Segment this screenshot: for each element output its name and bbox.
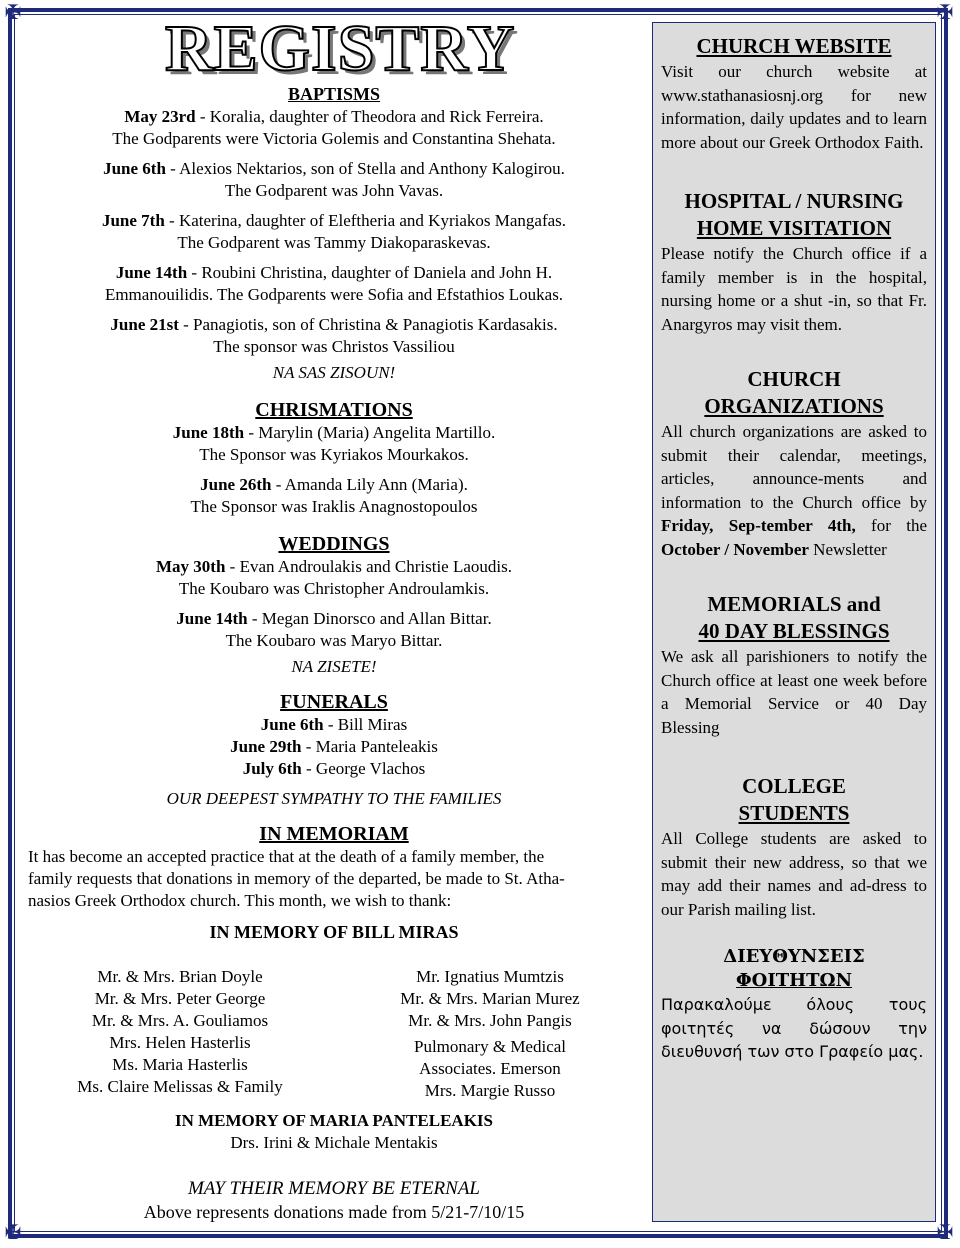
hospital-text: Please notify the Church office if a family member is in the hospital, nursing home or a shut -in, so that Fr. Anargyros may visit them.: [661, 244, 927, 334]
memoriam-intro: family requests that donations in memory of the departed, be made to St. Atha-: [28, 869, 565, 888]
donor-list-left: [40, 966, 320, 1098]
wedding-entry: June 14th - Megan Dinorsco and Allan Bittar.: [176, 609, 492, 628]
memorials-heading-2: 40 DAY BLESSINGS: [698, 619, 890, 643]
funerals-closing: OUR DEEPEST SYMPATHY TO THE FAMILIES: [166, 789, 502, 808]
chrismation-entry-detail: The Sponsor was Kyriakos Mourkakos.: [199, 445, 469, 464]
corner-ornament-icon: ✠: [4, 1222, 22, 1244]
baptism-entry-detail: Emmanouilidis. The Godparents were Sofia and Efstathios Loukas.: [104, 285, 564, 304]
baptism-entry: June 6th - Alexios Nektarios, son of Stella and Anthony Kalogirou.: [103, 159, 565, 178]
page-title: REGISTRY: [165, 12, 516, 85]
orgs-text: All church organizations are asked to submit their calendar, meetings, articles, announce-ments and information to the Church office by Friday, Sep-tember 4th, for the October / November Newsletter: [661, 422, 927, 559]
memoriam-footnote: Above represents donations made from 5/21-7/10/15: [143, 1202, 525, 1222]
wedding-entry-detail: The Koubaro was Christopher Androulamkis.: [178, 579, 490, 598]
greek-heading-2: ΦΟΙΤΗΤΩΝ: [735, 970, 853, 991]
memoriam-intro: nasios Greek Orthodox church. This month, we wish to thank:: [28, 891, 452, 910]
baptism-entry: June 7th - Katerina, daughter of Eleftheria and Kyriakos Mangafas.: [101, 211, 567, 230]
corner-ornament-icon: ✠: [936, 1222, 954, 1244]
college-heading-2: STUDENTS: [738, 801, 850, 825]
registry-column: [28, 20, 640, 944]
chrismation-entry: June 26th - Amanda Lily Ann (Maria).: [200, 475, 468, 494]
donor-name: Mrs. Margie Russo: [424, 1081, 556, 1100]
donor-name: Mr. & Mrs. Brian Doyle: [97, 967, 263, 986]
funeral-entry: June 6th - Bill Miras: [260, 715, 408, 734]
baptisms-heading: BAPTISMS: [287, 84, 381, 104]
donor-name: Mr. & Mrs. A. Gouliamos: [91, 1011, 269, 1030]
baptism-entry-detail: The Godparents were Victoria Golemis and Constantina Shehata.: [112, 129, 556, 148]
donor-name: Ms. Claire Melissas & Family: [77, 1077, 283, 1096]
baptism-entry-detail: The Godparent was Tammy Diakoparaskevas.: [177, 233, 491, 252]
bill-miras-heading: IN MEMORY OF BILL MIRAS: [209, 922, 459, 942]
funeral-entry: June 29th - Maria Panteleakis: [230, 737, 438, 756]
donor-name: Mrs. Helen Hasterlis: [109, 1033, 251, 1052]
donor-list-right: [370, 966, 610, 1102]
chrismation-entry: June 18th - Marylin (Maria) Angelita Martillo.: [172, 423, 496, 442]
weddings-closing: NA ZISETE!: [291, 657, 377, 676]
baptism-entry-detail: The sponsor was Christos Vassiliou: [213, 337, 455, 356]
corner-ornament-icon: ✠: [4, 2, 22, 24]
donor-name: Mr. & Mrs. Peter George: [94, 989, 266, 1008]
wedding-entry-detail: The Koubaro was Maryo Bittar.: [225, 631, 443, 650]
sidebar: [652, 22, 936, 1222]
baptism-entry: May 23rd - Koralia, daughter of Theodora and Rick Ferreira.: [124, 107, 544, 126]
maria-donor: Drs. Irini & Michale Mentakis: [230, 1133, 438, 1152]
wedding-entry: May 30th - Evan Androulakis and Christie Laoudis.: [155, 557, 512, 576]
memoriam-intro: It has become an accepted practice that at the death of a family member, the: [28, 847, 545, 866]
donor-name: Associates. Emerson: [419, 1059, 561, 1078]
funeral-entry: July 6th - George Vlachos: [242, 759, 426, 778]
orgs-heading-2: ORGANIZATIONS: [704, 394, 884, 418]
greek-heading: ΔΙΕΥΘΥΝΣΕΙΣ: [723, 946, 865, 967]
orgs-heading: CHURCH: [747, 367, 841, 391]
memoriam-closing: MAY THEIR MEMORY BE ETERNAL: [187, 1178, 481, 1199]
donor-name: Ms. Maria Hasterlis: [112, 1055, 248, 1074]
greek-text: Παρακαλούμε όλους τους φοιτητές να δώσουν την διευθυνσή των στο Γραφείο μας.: [661, 995, 927, 1061]
memorials-text: We ask all parishioners to notify the Church office at least one week before a Memorial Service or 40 Day Blessing: [661, 647, 927, 737]
baptism-entry-detail: The Godparent was John Vavas.: [224, 181, 444, 200]
website-text: Visit our church website at www.stathanasiosnj.org for new information, daily updates and to learn more about our Greek Orthodox Faith.: [661, 62, 927, 152]
funerals-heading: FUNERALS: [280, 691, 388, 713]
chrismations-heading: CHRISMATIONS: [255, 399, 413, 421]
donor-name: Mr. & Mrs. John Pangis: [408, 1011, 572, 1030]
baptism-entry: June 14th - Roubini Christina, daughter of Daniela and John H.: [115, 263, 553, 282]
maria-panteleakis-heading: IN MEMORY OF MARIA PANTELEAKIS: [174, 1111, 493, 1130]
donor-name: Pulmonary & Medical: [413, 1037, 567, 1056]
college-heading: COLLEGE: [742, 774, 846, 798]
donor-name: Mr. Ignatius Mumtzis: [416, 967, 564, 986]
memorials-heading: MEMORIALS and: [707, 592, 881, 616]
hospital-heading-2: HOME VISITATION: [696, 216, 892, 240]
donor-name: Mr. & Mrs. Marian Murez: [400, 989, 580, 1008]
baptism-entry: June 21st - Panagiotis, son of Christina & Panagiotis Kardasakis.: [110, 315, 558, 334]
college-text: All College students are asked to submit their new address, so that we may add their names and ad-dress to our Parish mailing list.: [661, 829, 927, 919]
weddings-heading: WEDDINGS: [278, 533, 390, 555]
hospital-heading: HOSPITAL / NURSING: [684, 189, 904, 213]
memoriam-heading: IN MEMORIAM: [259, 823, 409, 845]
chrismation-entry-detail: The Sponsor was Iraklis Anagnostopoulos: [190, 497, 478, 516]
baptisms-closing: NA SAS ZISOUN!: [272, 363, 396, 382]
website-heading: CHURCH WEBSITE: [696, 34, 892, 58]
corner-ornament-icon: ✠: [936, 2, 954, 24]
